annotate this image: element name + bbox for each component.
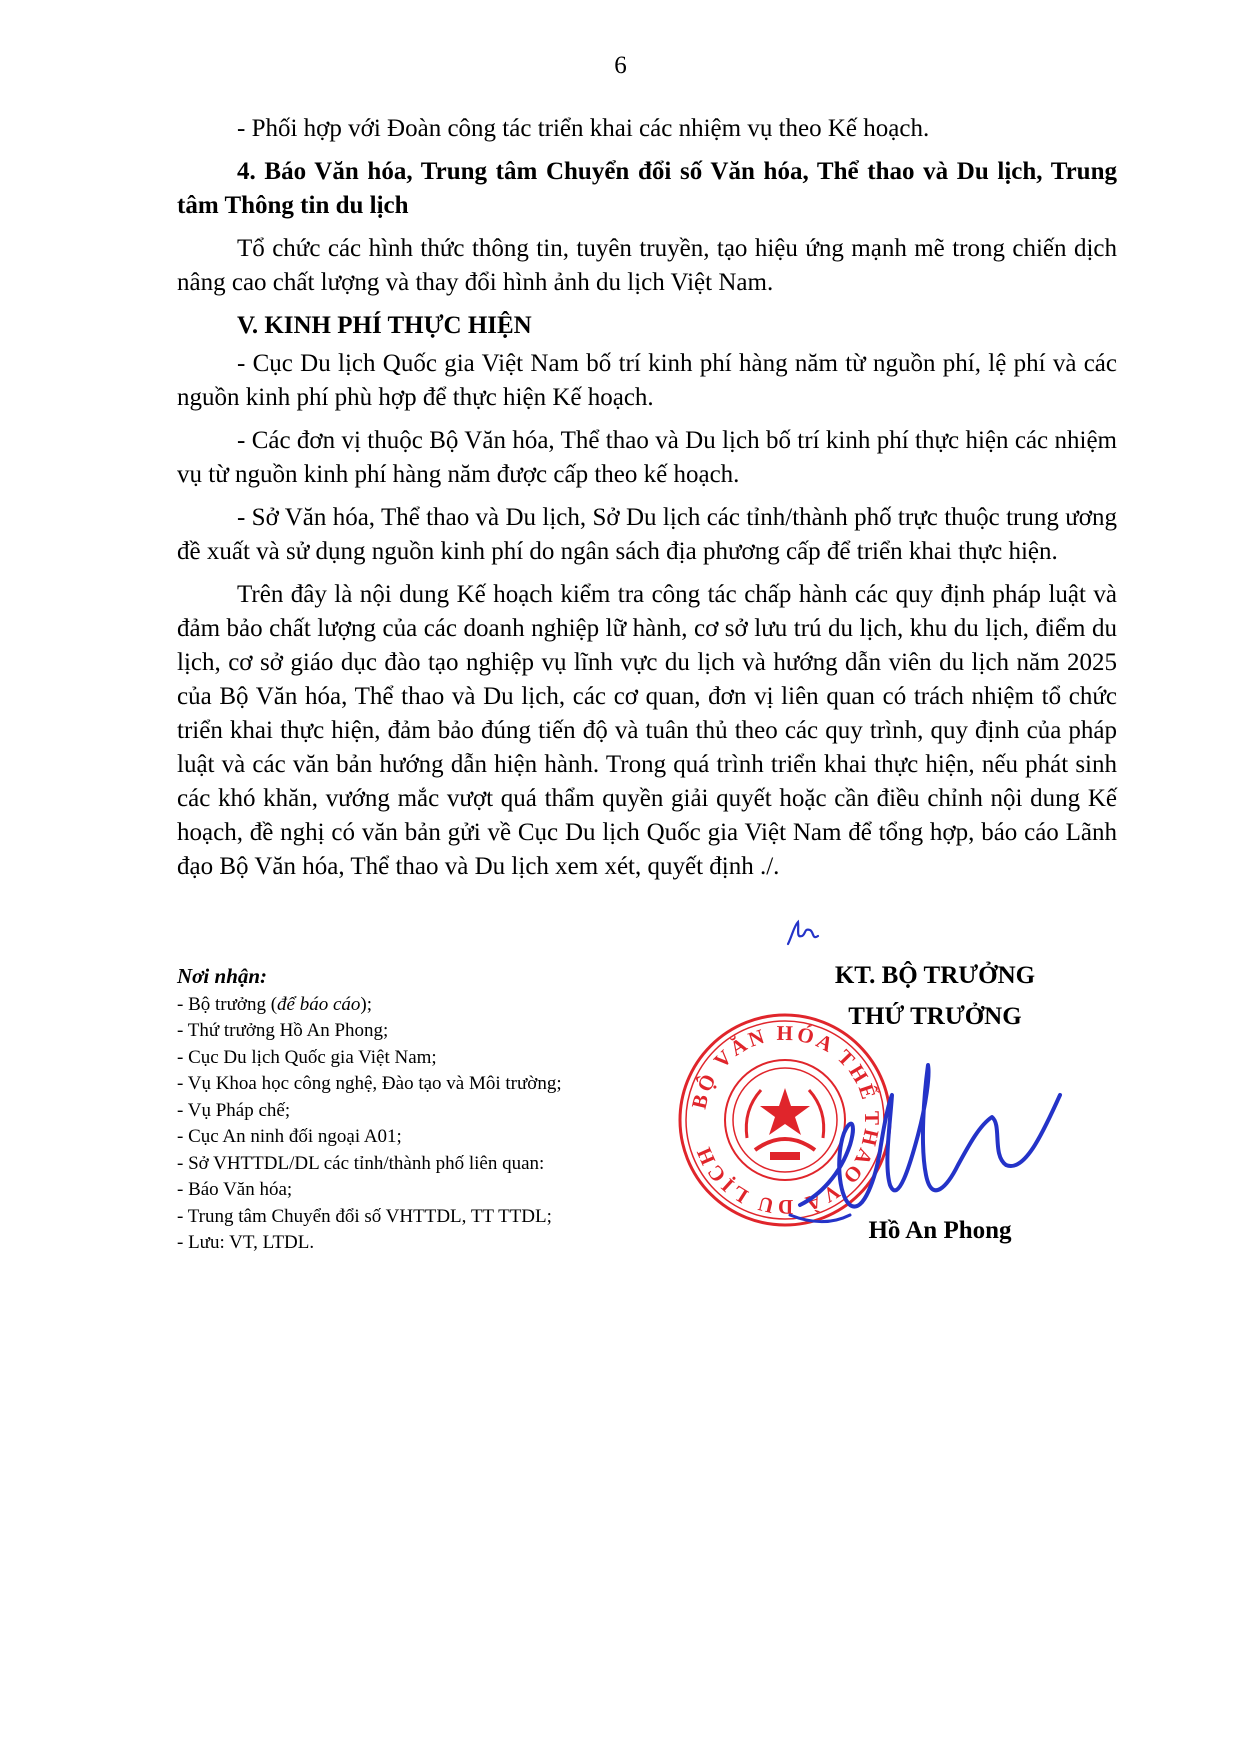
recipient-item: - Cục Du lịch Quốc gia Việt Nam; bbox=[177, 1046, 437, 1068]
recipient-item bbox=[177, 992, 697, 1019]
page-number: 6 bbox=[614, 52, 627, 79]
recipients-list bbox=[177, 963, 697, 1257]
paragraph: - Phối hợp với Đoàn công tác triển khai các nhiệm vụ theo Kế hoạch. bbox=[237, 115, 930, 142]
recipient-item: - Lưu: VT, LTDL. bbox=[177, 1232, 315, 1253]
signature-subtitle: THỨ TRƯỞNG bbox=[848, 1003, 1022, 1030]
seal-text: BỘ VĂN HÓA THỂ THAO VÀ DU LỊCH bbox=[686, 1020, 885, 1220]
recipient-item: - Báo Văn hóa; bbox=[177, 1179, 293, 1200]
paragraph: Tổ chức các hình thức thông tin, tuyên truyền, tạo hiệu ứng mạnh mẽ trong chiến dịch nâng cao chất lượng và thay đổi hình ảnh du lịch Việt Nam. bbox=[177, 235, 1117, 296]
recipient-text: ); bbox=[360, 993, 373, 1015]
recipient-item: - Vụ Khoa học công nghệ, Đào tạo và Môi trường; bbox=[177, 1073, 562, 1094]
recipient-item: - Sở VHTTDL/DL các tỉnh/thành phố liên quan: bbox=[177, 1152, 545, 1174]
recipient-note: để báo cáo bbox=[277, 993, 361, 1015]
initial-mark-icon bbox=[784, 916, 820, 950]
recipients-title: Nơi nhận: bbox=[177, 964, 268, 988]
signer-name: Hồ An Phong bbox=[868, 1217, 1012, 1244]
paragraph: - Các đơn vị thuộc Bộ Văn hóa, Thể thao và Du lịch bố trí kinh phí thực hiện các nhiệm vụ từ nguồn kinh phí hàng năm được cấp theo kế hoạch. bbox=[177, 427, 1117, 488]
paragraph: - Sở Văn hóa, Thể thao và Du lịch, Sở Du lịch các tỉnh/thành phố trực thuộc trung ương đề xuất và sử dụng nguồn kinh phí do ngân sách địa phương cấp để triển khai thực hiện. bbox=[177, 504, 1117, 565]
recipient-item: - Vụ Pháp chế; bbox=[177, 1099, 291, 1121]
paragraph: - Cục Du lịch Quốc gia Việt Nam bố trí kinh phí hàng năm từ nguồn phí, lệ phí và các nguồn kinh phí phù hợp để thực hiện Kế hoạch. bbox=[177, 350, 1117, 411]
recipient-item: - Cục An ninh đối ngoại A01; bbox=[177, 1126, 402, 1147]
document-body bbox=[177, 112, 1117, 893]
signature-title: KT. BỘ TRƯỞNG bbox=[834, 962, 1036, 989]
section-heading: 4. Báo Văn hóa, Trung tâm Chuyển đổi số Văn hóa, Thể thao và Du lịch, Trung tâm Thông tin du lịch bbox=[177, 158, 1117, 219]
paragraph: Trên đây là nội dung Kế hoạch kiểm tra công tác chấp hành các quy định pháp luật và đảm bảo chất lượng của các doanh nghiệp lữ hành, cơ sở lưu trú du lịch, khu du lịch, điểm du lịch, cơ sở giáo dục đào tạo nghiệp vụ lĩnh vực du lịch và hướng dẫn viên du lịch năm 2025 của Bộ Văn hóa, Thể thao và Du lịch, các cơ quan, đơn vị liên quan có trách nhiệm tổ chức triển khai thực hiện, đảm bảo đúng tiến độ và tuân thủ theo các quy trình, quy định của pháp luật và các văn bản hướng dẫn hiện hành. Trong quá trình triển khai thực hiện, nếu phát sinh các khó khăn, vướng mắc vượt quá thẩm quyền giải quyết hoặc cần điều chỉnh nội dung Kế hoạch, đề nghị có văn bản gửi về Cục Du lịch Quốc gia Việt Nam để tổng hợp, báo cáo Lãnh đạo Bộ Văn hóa, Thể thao và Du lịch xem xét, quyết định ./. bbox=[177, 581, 1117, 880]
section-heading: V. KINH PHÍ THỰC HIỆN bbox=[237, 312, 532, 339]
recipient-item: - Thứ trưởng Hồ An Phong; bbox=[177, 1020, 389, 1041]
recipient-text: - Bộ trưởng ( bbox=[177, 993, 278, 1015]
recipient-item: - Trung tâm Chuyển đổi số VHTTDL, TT TTDL; bbox=[177, 1205, 552, 1227]
